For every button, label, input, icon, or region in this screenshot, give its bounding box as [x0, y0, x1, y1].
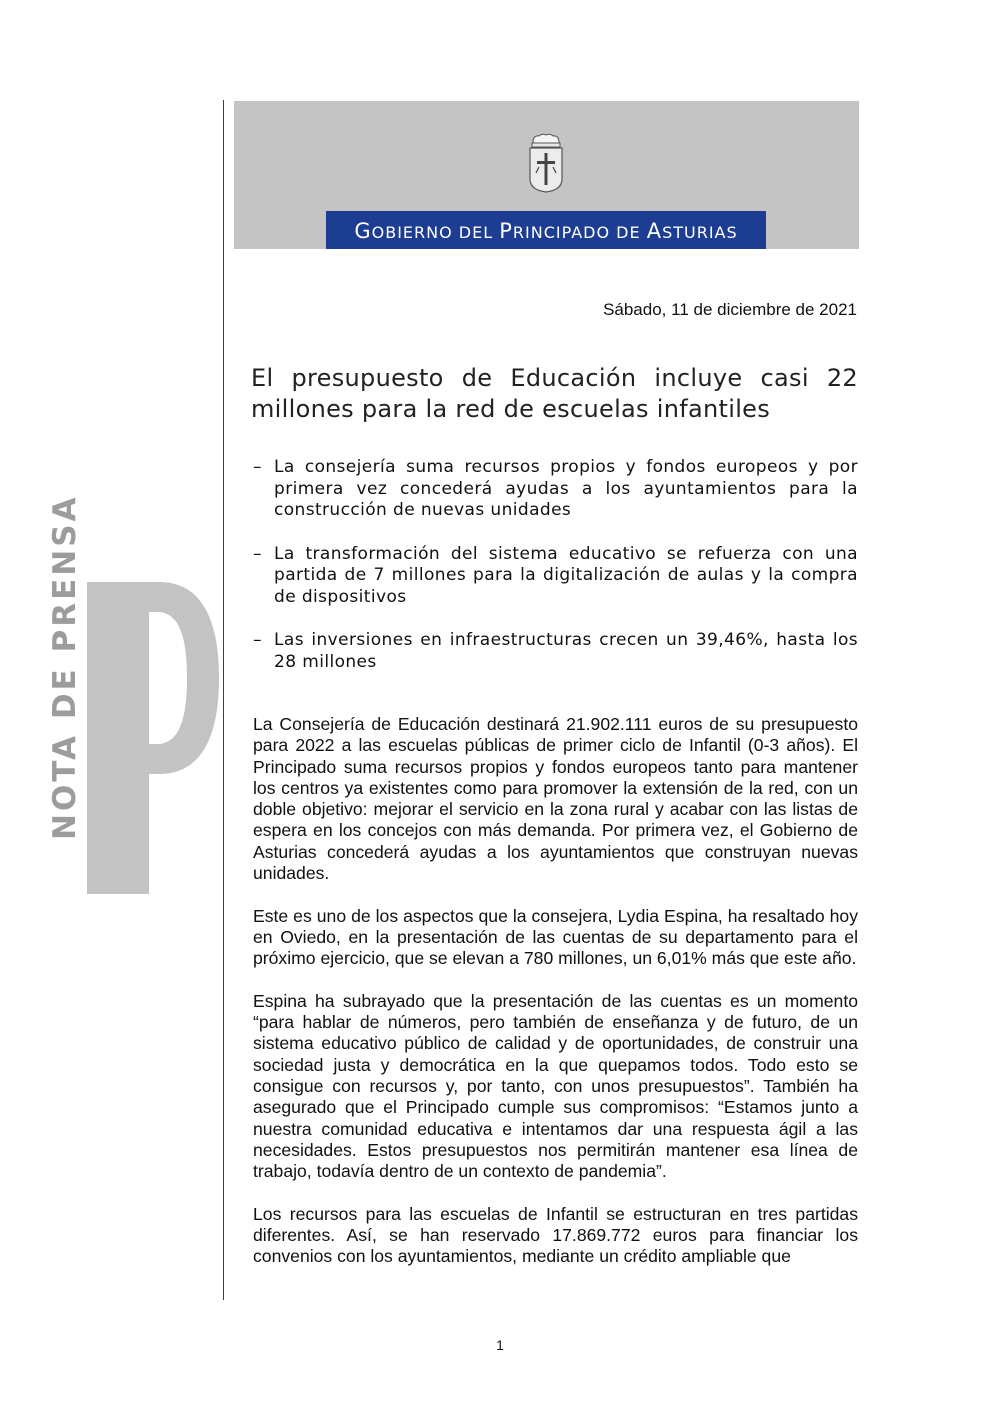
asturias-cross-crest-icon — [527, 133, 565, 193]
margin-rule — [223, 100, 224, 1300]
brand-banner: GOBIERNO DEL PRINCIPADO DE ASTURIAS — [326, 211, 766, 249]
body-paragraph: Este es uno de los aspectos que la consejera, Lydia Espina, ha resaltado hoy en Oviedo, en la presentación de las cuentas de su departamento para el próximo ejercicio, que se elevan a 780 millones, un 6,01% más que este año. — [253, 905, 858, 969]
page-header — [234, 101, 859, 249]
bullet-dash: – — [253, 630, 262, 650]
nota-de-prensa-p-logo — [87, 582, 219, 894]
body-paragraph: Espina ha subrayado que la presentación de las cuentas es un momento “para hablar de números, pero también de enseñanza y de futuro, de un sistema educativo público de calidad y de oportunidades, de construir una sociedad justa y democrática en la que quepamos todos. Todo esto se consigue con recursos y, por tanto, con unos presupuestos”. También ha asegurado que el Principado cumple sus compromisos: “Estamos junto a nuestra comunidad educativa e intentamos dar una respuesta ágil a las necesidades. Estos presupuestos nos permitirán mantener esa línea de trabajo, todavía dentro de un contexto de pandemia”. — [253, 990, 858, 1182]
bullet-dash: – — [253, 457, 262, 477]
publication-date: Sábado, 11 de diciembre de 2021 — [603, 300, 857, 319]
bullet-dash: – — [253, 543, 262, 564]
article-body — [253, 714, 858, 1289]
highlights-list — [253, 457, 858, 695]
body-paragraph: La Consejería de Educación destinará 21.902.111 euros de su presupuesto para 2022 a las escuelas públicas de primer ciclo de Infantil (0-3 años). El Principado suma recursos propios y fondos europeos tanto para mantener los centros ya existentes como para promover la extensión de la red, con un doble objetivo: mejorar el servicio en la zona rural y acabar con las listas de espera en los concejos con más demanda. Por primera vez, el Gobierno de Asturias concederá ayudas a los ayuntamientos que construyan nuevas unidades. — [253, 714, 858, 884]
press-release-title: El presupuesto de Educación incluye casi 22 millones para la red de escuelas infantiles — [251, 364, 858, 423]
highlight-item: – La consejería suma recursos propios y fondos europeos y por primera vez concederá ayudas a los ayuntamientos para la construcción de nuevas unidades — [253, 457, 858, 520]
highlight-item: – Las inversiones en infraestructuras crecen un 39,46%, hasta los 28 millones — [253, 630, 858, 672]
page-number: 1 — [496, 1337, 504, 1353]
highlight-item: – La transformación del sistema educativo se refuerza con una partida de 7 millones para la digitalización de aulas y la compra de dispositivos — [253, 543, 858, 607]
body-paragraph: Los recursos para las escuelas de Infantil se estructuran en tres partidas diferentes. Así, se han reservado 17.869.772 euros para financiar los convenios con los ayuntamientos, mediante un crédito ampliable que — [253, 1203, 858, 1267]
nota-de-prensa-label: NOTA DE PRENSA — [47, 494, 83, 840]
